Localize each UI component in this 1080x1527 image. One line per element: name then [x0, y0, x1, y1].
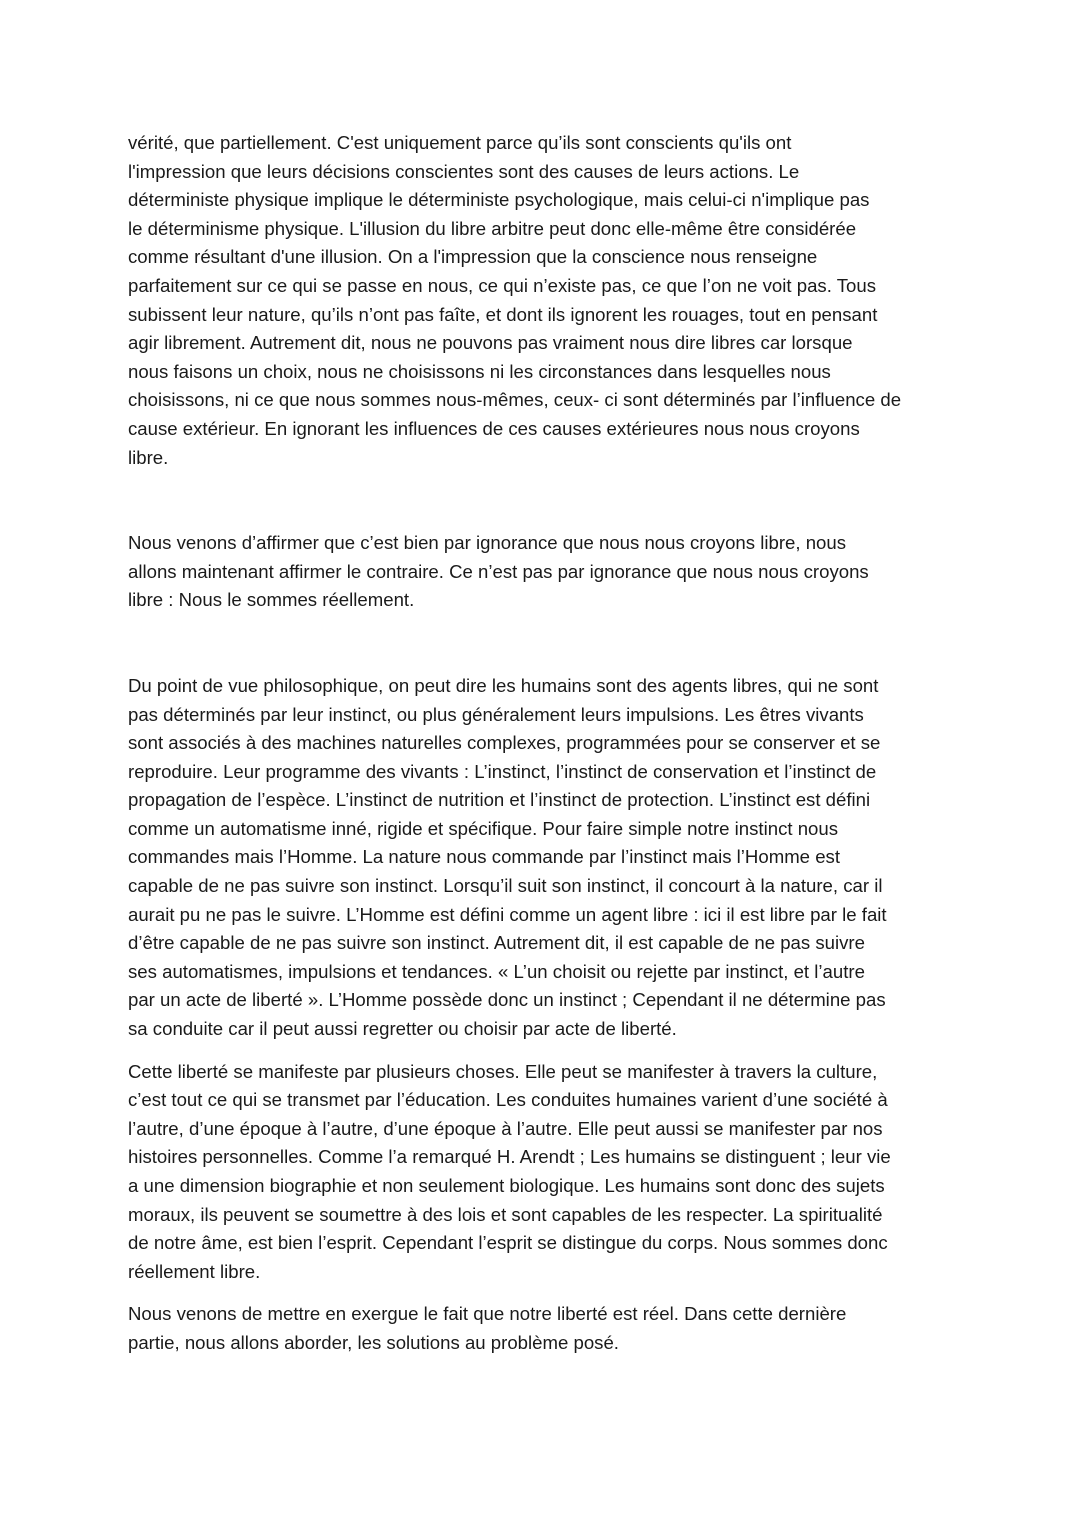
- paragraph-conclusion-transition: Nous venons de mettre en exergue le fait que notre liberté est réel. Dans cette dernière partie, nous allons aborder, les solutions au problème posé.: [128, 1303, 847, 1353]
- document-body: [128, 129, 958, 1358]
- paragraph-manifestations-of-freedom: Cette liberté se manifeste par plusieurs choses. Elle peut se manifester à travers la culture, c’est tout ce qui se transmet par l’éducation. Les conduites humaines varient d’une société à l’autre, d’une époque à l’autre, d’une époque à l’autre. Elle peut aussi se manifester par nos histoires personnelles. Comme l’a remarqué H. Arendt ; Les humains se distinguent ; leur vie a une dimension biographie et non seulement biologique. Les humains sont donc des sujets moraux, ils peuvent se soumettre à des lois et sont capables de les respecter. La spiritualité de notre âme, est bien l’esprit. Cependant l’esprit se distingue du corps. Nous sommes donc réellement libre.: [128, 1060, 891, 1282]
- paragraph-transition-real-freedom: Nous venons d’affirmer que c’est bien par ignorance que nous nous croyons libre, nous allons maintenant affirmer le contraire. Ce n’est pas par ignorance que nous nous croyons libre : Nous le sommes réellement.: [128, 532, 869, 611]
- paragraph-philosophical-view: Du point de vue philosophique, on peut dire les humains sont des agents libres, qui ne sont pas déterminés par leur instinct, ou plus généralement leurs impulsions. Les êtres vivants sont associés à des machines naturelles complexes, programmées pour se conserver et se reproduire. Leur programme des vivants : L’instinct, l’instinct de conservation et l’instinct de propagation de l’espèce. L’instinct de nutrition et l’instinct de protection. L’instinct est défini comme un automatisme inné, rigide et spécifique. Pour faire simple notre instinct nous commandes mais l’Homme. La nature nous commande par l’instinct mais l’Homme est capable de ne pas suivre son instinct. Lorsqu’il suit son instinct, il concourt à la nature, car il aurait pu ne pas le suivre. L’Homme est défini comme un agent libre : ici il est libre par le fait d’être capable de ne pas suivre son instinct. Autrement dit, il est capable de ne pas suivre ses automatismes, impulsions et tendances. « L’un choisit ou rejette par instinct, et l’autre par un acte de liberté ». L’Homme possède donc un instinct ; Cependant il ne détermine pas sa conduite car il peut aussi regretter ou choisir par acte de liberté.: [128, 674, 887, 1040]
- paragraph-illusion-free-will: vérité, que partiellement. C'est uniquement parce qu’ils sont conscients qu'ils ont l'impression que leurs décisions conscientes sont des causes de leurs actions. Le déterministe physique implique le déterministe psychologique, mais celui-ci n'implique pas le déterminisme physique. L'illusion du libre arbitre peut donc elle-même être considérée comme résultant d'une illusion. On a l'impression que la conscience nous renseigne parfaitement sur ce qui se passe en nous, ce qui n’existe pas, ce que l’on ne voit pas. Tous subissent leur nature, qu’ils n’ont pas faîte, et dont ils ignorent les rouages, tout en pensant agir librement. Autrement dit, nous ne pouvons pas vraiment nous dire libres car lorsque nous faisons un choix, nous ne choisissons ni les circonstances dans lesquelles nous choisissons, ni ce que nous sommes nous-mêmes, ceux- ci sont déterminés par l’influence de cause extérieur. En ignorant les influences de ces causes extérieures nous nous croyons libre.: [128, 132, 902, 468]
